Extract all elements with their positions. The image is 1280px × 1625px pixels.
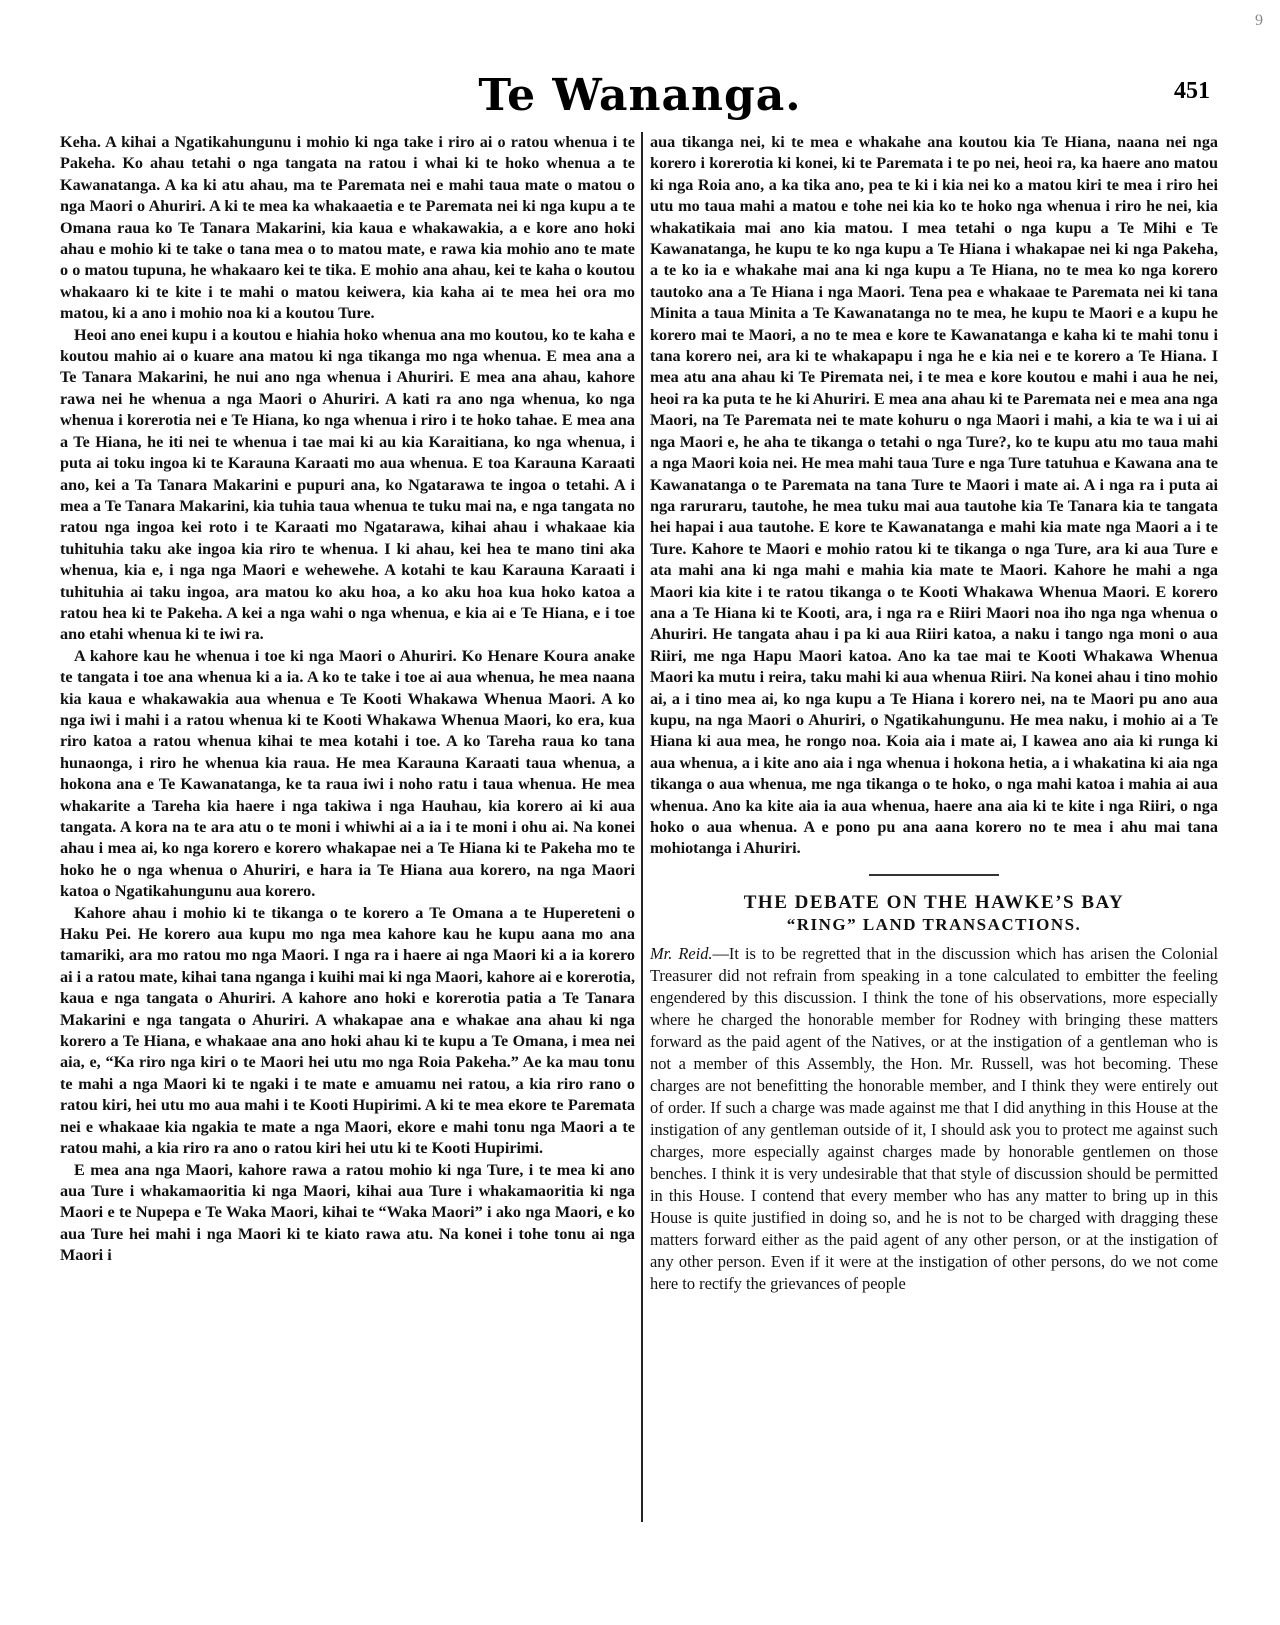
article-body [650,943,1218,1295]
corner-mark: 9 [1255,12,1263,29]
article-subheading: “RING” LAND TRANSACTIONS. [786,914,1082,934]
page-number: 451 [1174,78,1210,104]
speaker-name: Mr. Reid. [650,943,713,963]
left-paragraph: Kahore ahau i mohio ki te tikanga o te korero a Te Omana a te Hupereteni o Haku Pei. He korero aua kupu mo nga mea kahore kau he kupu aana mo ana tamariki, ara mo ratou mo nga Maori. I nga ra i haere ai nga Maori ki a ia korero ai i a ratou mate, kihai tana nganga i kuihi mai ki nga Maori, kahore ai e korerotia, kaua e nga tangata o Ahuriri. A kahore ano hoki e korerotia patia a Te Tanara Makarini e nga tangata o Ahuriri. A whakapae ana e whakae ana ahau ki nga korero a Te Hiana, e whakaae ana ano hoki ahau ki te kupu a Te Omana, i mea nei aia, e, “Ka riro nga kiri o te Maori hei utu mo nga Roia Pakeha.” Ae ka mau tonu te mahi a nga Maori ki te ngaki i te mate e amuamu nei ratou, a kia riro rano o ratou kiri, hei utu mo aua mahi i te Kooti Hupirimi. A ki te mea ekore te Paremata nei e whakaae kia ngakia te mate a nga Maori, ekore e mahi tonu nga Maori a te ratou mahi, a kia riro ra ano o ratou kiri hei utu ki te Kooti Hupirimi. [60,903,635,1158]
article-text: —It is to be regretted that in the discussion which has arisen the Colonial Treasurer did not refrain from speaking in a tone calculated to embitter the feeling engendered by this discussion. I think the tone of his observations, more especially where he charged the honorable member for Rodney with bringing these matters forward as the paid agent of the Natives, or at the instigation of a gentleman who is not a member of this Assembly, the Hon. Mr. Russell, was hot becoming. These charges are not benefitting the honorable member, and I think they were entirely out of order. If such a charge was made against me that I did anything in this House at the instigation of any gentleman outside of it, I should ask you to protect me against such charges, more especially against charges made by honorable gentlemen on those benches. I think it is very undesirable that that style of discussion should be permitted in this House. I contend that every member who has any matter to bring up in this House is quite justified in doing so, and he is not to be charged with dragging these matters forward either as the paid agent of any other person, or at the instigation of any other person. Even if it were at the instigation of other persons, do we not come here to rectify the grievances of people [650,943,1218,1293]
left-column [60,132,635,1522]
right-maori-paragraph: aua tikanga nei, ki te mea e whakahe ana koutou kia Te Hiana, naana nei nga korero i korerotia ki konei, ki te Paremata i te po nei, heoi ra, ka haere ano matou ki nga Roia ano, a ka tika ano, pea te ki i kia nei ko a matou kiri te mea i riro hei utu mo taua mahi a matou e tohe nei kia ko te hoko nga whenua i riro he nei, kia whakatikaia mai ano kia matou. I mea tetahi o nga kupu a Te Mihi e Te Kawanatanga, he kupu te ko nga kupu a Te Hiana i whakapae nei ki nga Pakeha, a te ko ia e whakahe mai ana ki nga kupu a Te Hiana, no te mea ko nga korero tautoko ana a Te Hiana i nga Maori. Tena pea e whakaae te Paremata nei ki tana Minita a taua Minita a Te Kawanatanga no te mea, he kupu te Maori e a kupu he korero mai te Maori, a no te mea e kore te Kawanatanga e kaha ki te mahi tonu i tana korero nei, ara ki te whakapapu i nga he e kia nei e te korero a Te Hiana. I mea atu ana ahau ki Te Piremata nei, i te mea e kore koutou e mahi i aua he nei, heoi ra ka puta te he ki Ahuriri. E mea ana ahau ki te Paremata nei e mea ana nga Maori, na Te Paremata nei te mate kohuru o nga Maori i mahi, a kia te wa i ui ai nga Maori e, he aha te tikanga o tetahi o nga Ture?, ko te kupu atu mo taua mahi a nga Maori koia nei. He mea mahi taua Ture e nga Ture tatuhua e Kawana ana te Kawanatanga o te Paremata na tana Ture te Maori i mate ai. A i nga ra i puta ai nga raruraru, tautohe, he mea tuku mai aua tautohe kia Te Tanara kia te tangata hei hapai i aua tautohe. E kore te Kawanatanga e mahi kia mate nga Maori a i te Ture. Kahore te Maori e mohio ratou ki te tikanga o nga Ture, ara ki aua Ture e ata mahi ana ki nga mahi e mahia kia mate te Maori. Kahore he mahi a nga Maori kia kite i te ratou tikanga o te Kooti Whakawa Whenua Maori. E korero ana a Te Hiana ki te Kooti, ara, i nga ra e Riiri Maori noa iho nga nga whenua o Ahuriri. He tangata ahau i pa ki aua Riiri katoa, a naku i tango nga moni o aua Riiri, me nga Hapu Maori katoa. Ano ka tae mai te Kooti Whakawa Whenua Maori ka mutu i reira, taku mahi ki aua whenua Riiri. Na konei ahau i tino mohio ai, a i tino mea ai, ko nga kupu a Te Hiana i korero nei, na te Maori pu ano aua kupu, na nga Maori o Ahuriri, o Ngatikahungunu. He mea naku, i mohio ai a Te Hiana ki aua mea, he rongo noa. Koia aia i mate ai, I kawea ano aia ki runga ki aua whenua, a i kite ano aia i nga whenua i hokona hetia, a i whakatina ki aia nga tikanga o aua whenua, me nga tikanga o te hoko, o nga mahi katoa i mahia ai aua whenua. Ano ka kite aia ia aua whenua, haere ana aia ki te kite i nga Riiri, o nga hoko o aua whenua. A e pono pu ana aana korero no te mea i ahu mai tana mohiotanga i Ahuriri. [650,133,1218,858]
left-paragraph: Keha. A kihai a Ngatikahungunu i mohio ki nga take i riro ai o ratou whenua i te Pakeha. Ko ahau tetahi o nga tangata na ratou i whai ki te hoko whenua a te Kawanatanga. A ka ki atu ahau, ma te Paremata nei e mahi taua mate o matou o nga Maori o Ahuriri. A ki te mea ka whakaaetia e te Paremata nei ki nga kupu a te Omana raua ko Te Tanara Makarini, kia kaua e whakawakia, a e kore ano hoki ahau e mohio ki te take o tana mea o to matou mate, e rawa kia mohio ano te mate o o matou tupuna, he whakaaro kei te tika. E mohio ana ahau, kei te kaha o koutou whakaaro ki te kite i te mahi o matou keiwera, kia kaha ai te mea hei ora mo matou, ki a ano i mohio noa ki a koutou Ture. [60,133,635,323]
column-divider [641,132,643,1522]
article-heading: THE DEBATE ON THE HAWKE’S BAY [743,891,1125,913]
left-paragraph: A kahore kau he whenua i toe ki nga Maori o Ahuriri. Ko Henare Koura anake te tangata i toe ana whenua ki a ia. A ko te take i toe ai aua whenua, he mea naana kia kaua e whakawakia aua whenua e Te Kooti Whakawa Whenua Maori. A ko nga iwi i mahi i a ratou whenua ki te Kooti Whakawa Whenua Maori, ko era, kua riro katoa a ratou whenua kihai te mea kotahi i toe. A ko Tareha raua ko tana hunaonga, i riro he whenua kia raua. He mea Karauna Karaati taua whenua, a hokona ana e Te Kawanatanga, ke ta raua iwi i noho ratu i taua whenua. He mea whakarite a Tareha kia haere i nga takiwa i nga Hauhau, kia korero ai ki aua tangata. A kora na te ara atu o te moni i whiwhi ai a ia i te moni i ohu ai. Na konei ahau i mea ai, ko nga korero e korero whakapae nei a Te Hiana ki te Pakeha mo te hoko he o nga whenua o Ahuriri, e hara ia Te Hiana aua korero, na nga Maori katoa o Ngatikahungunu aua korero. [60,646,635,901]
masthead-title: Te Wananga. [478,70,802,121]
left-paragraph: Heoi ano enei kupu i a koutou e hiahia hoko whenua ana mo koutou, ko te kaha e koutou mahio ai o kuare ana matou ki nga tikanga mo nga whenua. E mea ana a Te Tanara Makarini, he nui ano nga whenua i Ahuriri. E mea ana ahau, kahore rawa nei he whenua a nga Maori o Ahuriri. A kati ra ano nga whenua, ko nga whenua i korerotia nei e Te Hiana, ko nga whenua i riro i te hoko tahae. E mea ana a Te Hiana, he iti nei te whenua i tae mai ki au kia Karaitiana, ko nga whenua, i puta ai toku ingoa ki te Karauna Karaati mo aua whenua. E toa Karauna Karaati ano, kei a Ta Tanara Makarini e pupuri ana, ko Ngatarawa te ingoa o tetahi. A i mea a Te Tanara Makarini, kia tuhia taua whenua te tuku mai na, e nga tangata no ratou nga ingoa kei roto i te Karaati mo Ngatarawa, kihai ahau i whakaae kia tuhituhia taku ake ingoa kia riro te whenua. I ki ahau, kei hea te mano tini aka whenua, kia e, i nga nga Maori e wehewehe. A kotahi te kau Karauna Karaati i tuhituhia ai taku ingoa, ara matou ko aku hoa, a ko aku hoa kua hoko katoa a ratou hea ki te Pakeha. A kei a nga wahi o nga whenua, e kia ai e Te Hiana, e i toe ano etahi whenua ki te iwi ra. [60,325,635,644]
right-column [650,132,1218,1522]
section-rule [869,874,999,876]
left-paragraph: E mea ana nga Maori, kahore rawa a ratou mohio ki nga Ture, i te mea ki ano aua Ture i whakamaoritia ki nga Maori, kihai aua Ture i whakamaoritia ki nga Maori e te Nupepa e Te Waka Maori, kihai te “Waka Maori” i ako nga Maori, e ko aua Ture hei mahi i nga Maori ki te kiato rawa atu. Na konei i tohe tonu ai nga Maori i [60,1160,635,1265]
